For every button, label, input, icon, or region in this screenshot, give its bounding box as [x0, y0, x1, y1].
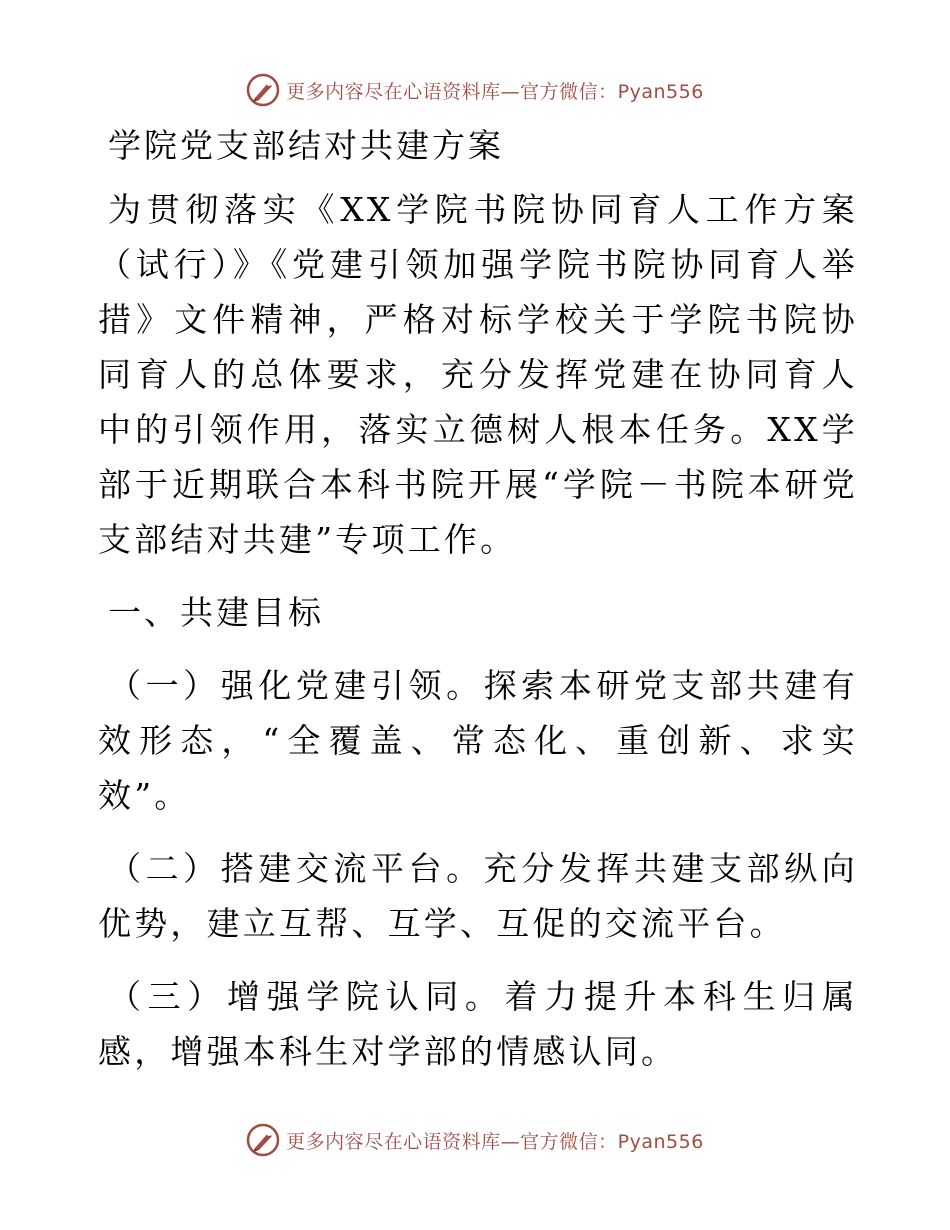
footer-watermark [0, 1120, 950, 1160]
watermark-text: 更多内容尽在心语资料库—官方微信：Pyan556 [286, 1130, 704, 1153]
header-watermark [0, 70, 950, 110]
goal-item: （一）强化党建引领。探索本研党支部共建有效形态，“全覆盖、常态化、重创新、求实效”。 [98, 666, 858, 815]
document-title: 学院党支部结对共建方案 [108, 126, 504, 165]
watermark-text: 更多内容尽在心语资料库—官方微信：Pyan556 [286, 80, 704, 103]
pen-logo-icon [246, 1123, 280, 1157]
document-body [98, 118, 858, 1097]
intro-paragraph: 为贯彻落实《XX学院书院协同育人工作方案（试行）》《党建引领加强学院书院协同育人举措》文件精神，严格对标学校关于学院书院协同育人的总体要求，充分发挥党建在协同育人中的引领作用，落实立德树人根本任务。XX学部于近期联合本科书院开展“学院－书院本研党支部结对共建”专项工作。 [98, 190, 858, 559]
section-heading: 一、共建目标 [108, 593, 324, 632]
goal-item: （三）增强学院认同。着力提升本科生归属感，增强本科生对学部的情感认同。 [98, 977, 858, 1071]
pen-logo-icon [246, 73, 280, 107]
goal-item: （二）搭建交流平台。充分发挥共建支部纵向优势，建立互帮、互学、互促的交流平台。 [98, 849, 858, 943]
